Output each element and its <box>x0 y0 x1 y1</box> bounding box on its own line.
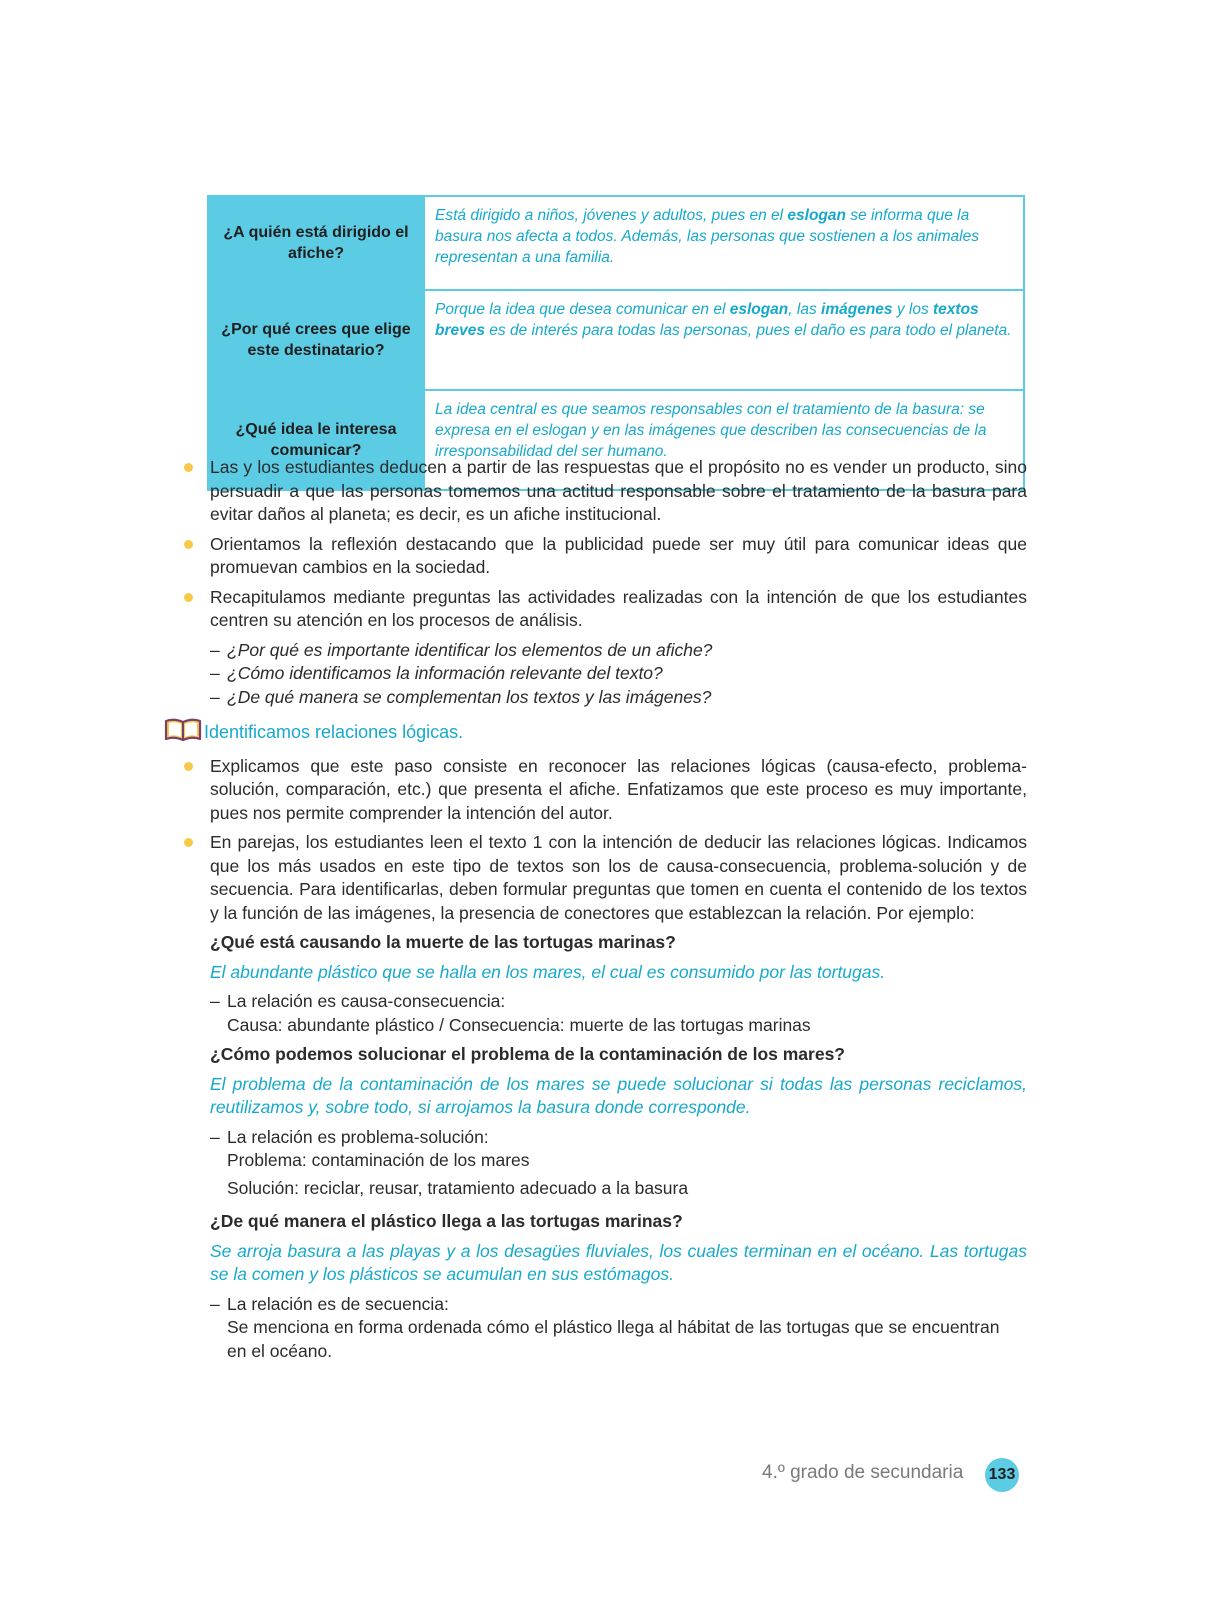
table-row <box>208 196 1024 290</box>
analysis-table <box>207 195 1025 491</box>
dash-glyph: – <box>210 1293 220 1314</box>
table-answer <box>424 196 1024 290</box>
answer-keyword: textos breves <box>435 301 979 339</box>
relation-item: – La relación es causa-consecuencia: <box>182 990 1027 1014</box>
grade-label: 4.º grado de secundaria <box>762 1462 964 1483</box>
table-row <box>208 290 1024 390</box>
dash-glyph: – <box>210 1126 220 1147</box>
bullet-dot-icon <box>184 838 193 847</box>
page-number: 133 <box>985 1458 1019 1492</box>
answer-text: Porque la idea que desea comunicar en el <box>435 301 730 318</box>
table-question: ¿Por qué crees que elige este destinatario? <box>208 290 424 390</box>
book-icon <box>164 717 202 743</box>
example-answer: Se arroja basura a las playas y a los desagües fluviales, los cuales terminan en el océano. Las tortugas se la comen y los plásticos se acumulan en sus estómagos. <box>210 1240 1027 1284</box>
answer-keyword: eslogan <box>729 301 789 318</box>
table-question: ¿A quién está dirigido el afiche? <box>208 196 424 290</box>
relation-item: – La relación es de secuencia: <box>182 1293 1027 1317</box>
answer-keyword: imágenes <box>821 301 893 318</box>
dash-glyph: – <box>210 663 220 683</box>
example-question: ¿Qué está causando la muerte de las tortugas marinas? <box>210 932 676 952</box>
bullet-dot-icon <box>184 463 193 472</box>
bullet-item: Orientamos la reflexión destacando que la publicidad puede ser muy útil para comunicar ideas que promuevan cambios en la sociedad. <box>182 533 1027 580</box>
answer-text: Está dirigido a niños, jóvenes y adultos, pues en el <box>435 207 788 224</box>
bullet-item: Explicamos que este paso consiste en reconocer las relaciones lógicas (causa-efecto, problema-solución, comparación, etc.) que presenta el afiche. Enfatizamos que este proceso es muy importante, pues nos permite comprender la intención del autor. <box>182 755 1027 826</box>
bullet-dot-icon <box>184 540 193 549</box>
list-item: – ¿De qué manera se complementan los textos y las imágenes? <box>182 686 1027 710</box>
table-question: ¿Qué idea le interesa comunicar? <box>208 390 424 490</box>
relation-detail: Problema: contaminación de los mares <box>227 1150 530 1170</box>
relation-detail: Causa: abundante plástico / Consecuencia: muerte de las tortugas marinas <box>227 1014 811 1035</box>
bullet-item: En parejas, los estudiantes leen el texto 1 con la intención de deducir las relaciones lógicas. Indicamos que los más usados en este tipo de textos son los de causa-consecuencia, problema-solución y de secuencia. Para identificarlas, deben formular preguntas que tomen en cuenta el contenido de los textos y la función de las imágenes, la presencia de conectores que establezcan la relación. Por ejemplo: <box>182 831 1027 925</box>
list-item: – ¿Por qué es importante identificar los elementos de un afiche? <box>182 639 1027 663</box>
bullet-dot-icon <box>184 762 193 771</box>
example-answer: El abundante plástico que se halla en los mares, el cual es consumido por las tortugas. <box>210 961 886 982</box>
bullet-item: Recapitulamos mediante preguntas las actividades realizadas con la intención de que los estudiantes centren su atención en los procesos de análisis. <box>182 586 1027 633</box>
relation-detail: Solución: reciclar, reusar, tratamiento adecuado a la basura <box>227 1177 689 1198</box>
answer-text: , las <box>788 301 822 318</box>
section-heading: Identificamos relaciones lógicas. <box>164 721 1027 745</box>
example-question: ¿Cómo podemos solucionar el problema de la contaminación de los mares? <box>210 1044 845 1064</box>
relation-item: – La relación es problema-solución: <box>182 1126 1027 1150</box>
answer-text: se informa que la basura nos afecta a todos. Además, las personas que sostienen a los animales representan a una familia. <box>435 207 979 266</box>
dash-glyph: – <box>210 686 220 707</box>
bullet-item: Las y los estudiantes deducen a partir de las respuestas que el propósito no es vender un producto, sino persuadir a que las personas tomemos una actitud responsable sobre el tratamiento de la basura para evitar daños al planeta; es decir, es un afiche institucional. <box>182 456 1027 527</box>
answer-text: y los <box>892 301 934 318</box>
answer-text: La idea central es que seamos responsables con el tratamiento de la basura: se expresa en el eslogan y en las imágenes que describen las consecuencias de la irresponsabilidad del ser humano. <box>435 401 987 460</box>
answer-keyword: eslogan <box>787 207 846 224</box>
example-answer: El problema de la contaminación de los mares se puede solucionar si todas las personas reciclamos, reutilizamos y, sobre todo, si arrojamos la basura donde corresponde. <box>210 1073 1027 1117</box>
body-text <box>182 456 1027 1363</box>
answer-text: es de interés para todas las personas, pues el daño es para todo el planeta. <box>484 322 1012 339</box>
table-answer <box>424 290 1024 390</box>
dash-glyph: – <box>210 639 220 660</box>
dash-glyph: – <box>210 991 220 1011</box>
example-question: ¿De qué manera el plástico llega a las tortugas marinas? <box>210 1211 683 1231</box>
bullet-dot-icon <box>184 593 193 602</box>
relation-detail: Se menciona en forma ordenada cómo el plástico llega al hábitat de las tortugas que se encuentran en el océano. <box>227 1317 1000 1361</box>
list-item: – ¿Cómo identificamos la información relevante del texto? <box>182 662 1027 686</box>
